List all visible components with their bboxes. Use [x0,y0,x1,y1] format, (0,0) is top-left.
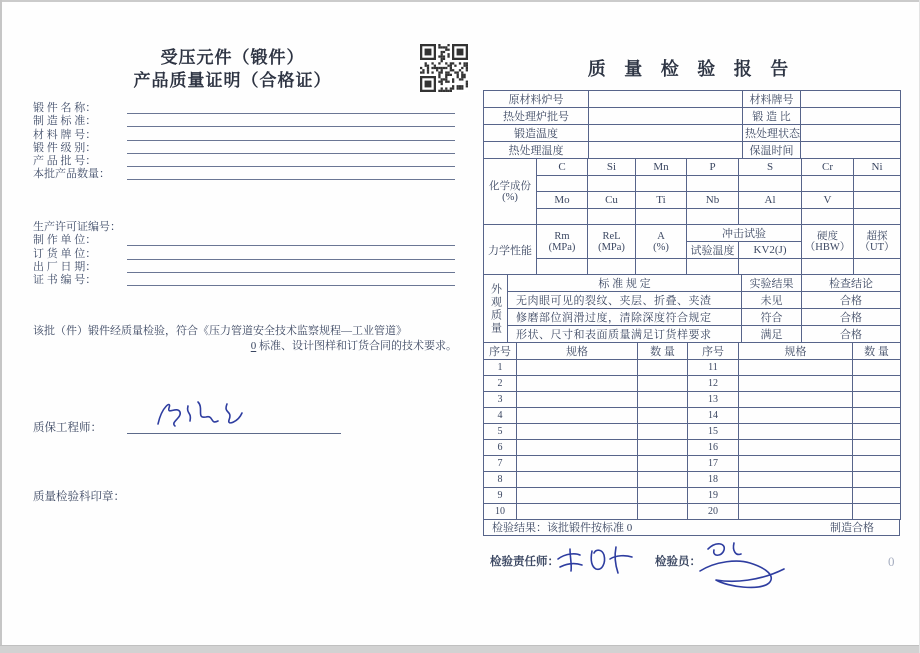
cell-value [589,142,743,159]
spec-value [739,504,853,520]
cell-label: 原材料炉号 [484,91,589,108]
spec-value [517,376,638,392]
qty-value [638,488,688,504]
conclusion-value: 合格 [802,326,901,343]
qa-engineer-label: 质保工程师： [33,422,102,434]
table-row [484,408,901,424]
seq-number: 18 [688,472,739,488]
chem-element: Ni [854,159,901,176]
col-result: 实验结果 [742,275,802,292]
scan-edge-artifact: 0 [888,554,895,569]
field-label: 出 厂 日 期： [33,260,97,273]
mech-col-ut: 超探 （UT） [854,225,901,259]
qty-value [638,424,688,440]
blank-space [121,221,455,233]
certificate-fields-group2 [33,221,455,287]
inspection-result-text: 检验结果：该批锻件按标准 0 [492,522,633,534]
table-row [484,108,901,125]
spec-value [517,472,638,488]
field-label: 证 书 编 号： [33,273,97,286]
cell-value [801,125,901,142]
seq-number: 15 [688,424,739,440]
qty-value [853,440,901,456]
col-spec: 规格 [517,343,638,360]
spec-value [739,472,853,488]
field-label: 材 料 牌 号： [33,128,97,141]
spec-value [517,440,638,456]
items-table [483,342,901,520]
chem-value [636,209,687,225]
seq-number: 2 [484,376,517,392]
chem-value [739,209,802,225]
qty-value [853,408,901,424]
mech-value [802,259,854,275]
inspection-report-table [483,90,900,536]
qty-value [853,392,901,408]
examiner-signature [686,533,804,595]
seq-number: 16 [688,440,739,456]
mech-col-rm: Rm (MPa) [537,225,588,259]
compliance-statement-line1: 该批（件）锻件经质量检验，符合《压力管道安全技术监察规程—工业管道》 [33,325,407,337]
chem-element: S [739,159,802,176]
chem-value [802,209,854,225]
scan-edge-top [0,0,920,2]
table-row [484,376,901,392]
blank-line [127,274,455,286]
inspection-seal-label: 质量检验科印章： [33,491,125,503]
chem-element: Mo [537,192,588,209]
examiner-label: 检验员： [655,556,701,568]
chem-values-row-1 [484,176,901,192]
scan-edge-bottom [0,645,920,653]
chem-element: Al [739,192,802,209]
qty-value [638,504,688,520]
compliance-statement-line2: 0 标准、设计图样和订货合同的技术要求。 [250,339,457,352]
table-row [484,125,901,142]
seq-number: 7 [484,456,517,472]
chem-element: Mn [636,159,687,176]
table-row [484,488,901,504]
spec-value [739,488,853,504]
table-row [484,504,901,520]
col-qty: 数 量 [853,343,901,360]
cell-value [589,108,743,125]
chem-section-label: 化学成份 (%) [484,159,537,225]
mech-values-row [484,259,901,275]
seq-number: 6 [484,440,517,456]
chem-element: V [802,192,854,209]
cell-value [801,91,901,108]
standard-text: 无肉眼可见的裂纹、夹层、折叠、夹渣 [508,292,742,309]
chem-element: Cr [802,159,854,176]
col-qty: 数 量 [638,343,688,360]
table-row [484,142,901,159]
spec-value [739,360,853,376]
table-row [484,392,901,408]
cell-label: 锻 造 比 [743,108,801,125]
field-batch-quantity [33,168,455,181]
mech-value [636,259,687,275]
col-standard: 标 准 规 定 [508,275,742,292]
field-label: 生产许可证编号： [33,221,121,234]
compliance-statement [33,324,457,353]
chem-element: Ti [636,192,687,209]
qty-value [638,456,688,472]
chem-value [854,209,901,225]
cell-label: 保温时间 [743,142,801,159]
appearance-table [483,274,901,343]
table-row [484,91,901,108]
certificate-fields-group1 [33,102,455,181]
chem-value [854,176,901,192]
spec-value [739,392,853,408]
spec-value [739,376,853,392]
table-row [484,440,901,456]
mech-col-a: A (%) [636,225,687,259]
seq-number: 19 [688,488,739,504]
seq-number: 9 [484,488,517,504]
chem-element: C [537,159,588,176]
blank-line [127,129,455,141]
mech-value [854,259,901,275]
items-header-row [484,343,901,360]
conclusion-value: 合格 [802,292,901,309]
certificate-title-line1: 受压元件（锻件） [160,48,305,67]
spec-value [517,360,638,376]
qty-value [853,456,901,472]
chem-value [588,176,636,192]
appearance-row [484,292,901,309]
col-seq: 序号 [484,343,517,360]
appearance-row [484,309,901,326]
standard-text: 修磨部位润滑过度，清除深度符合规定 [508,309,742,326]
qty-value [853,376,901,392]
table-row [484,456,901,472]
spec-value [739,440,853,456]
spec-value [517,504,638,520]
seq-number: 4 [484,408,517,424]
chem-element: Si [588,159,636,176]
chem-value [537,176,588,192]
appearance-header-row [484,275,901,292]
items-body [484,360,901,520]
blank-line [127,142,455,154]
field-label: 锻 件 名 称： [33,102,97,115]
seq-number: 13 [688,392,739,408]
qty-value [638,392,688,408]
chem-value [802,176,854,192]
qty-value [853,424,901,440]
chem-value [739,176,802,192]
spec-value [517,408,638,424]
col-seq: 序号 [688,343,739,360]
seq-number: 8 [484,472,517,488]
field-label: 本批产品数量： [33,168,110,181]
field-label: 制 作 单 位： [33,234,97,247]
mech-header-row-1 [484,225,901,242]
qr-code-icon [420,44,468,92]
spec-value [739,408,853,424]
field-label: 制 造 标 准： [33,115,97,128]
chem-header-row-2 [484,192,901,209]
chem-value [636,176,687,192]
cell-label: 材料牌号 [743,91,801,108]
mech-col-rel: ReL (MPa) [588,225,636,259]
cell-value [801,108,901,125]
cell-value [589,125,743,142]
blank-line [127,234,455,246]
qty-value [638,472,688,488]
report-title: 质 量 检 验 报 告 [587,59,796,79]
seq-number: 11 [688,360,739,376]
seq-number: 12 [688,376,739,392]
blank-line [127,261,455,273]
field-label: 产 品 批 号： [33,154,97,167]
cell-value [589,91,743,108]
table-row [484,472,901,488]
cell-label: 热处理温度 [484,142,589,159]
report-info-table [483,90,901,159]
cell-value [801,142,901,159]
blank-line [127,102,455,114]
certificate-title-line2: 产品质量证明（合格证） [133,71,332,90]
mech-value [739,259,802,275]
inspector-label: 检验责任师： [490,556,559,568]
chem-element [854,192,901,209]
mech-col-impact-temp: 试验温度 [687,242,739,259]
spec-value [739,456,853,472]
mech-col-impact: 冲击试验 [687,225,802,242]
field-certificate-number [33,274,455,287]
chem-value [537,209,588,225]
result-value: 满足 [742,326,802,343]
inspector-signature [552,543,644,581]
result-value: 符合 [742,309,802,326]
chem-element: P [687,159,739,176]
seq-number: 10 [484,504,517,520]
seq-number: 17 [688,456,739,472]
seq-number: 1 [484,360,517,376]
chem-element: Cu [588,192,636,209]
chem-header-row-1 [484,159,901,176]
blank-line [127,115,455,127]
field-label: 锻 件 级 别： [33,141,97,154]
blank-line [127,155,455,167]
seq-number: 3 [484,392,517,408]
cell-label: 热处理炉批号 [484,108,589,125]
spec-value [517,456,638,472]
conclusion-value: 合格 [802,309,901,326]
mech-col-impact-kv: KV2(J) [739,242,802,259]
mech-value [537,259,588,275]
standard-number: 0 [250,339,257,352]
mech-value [588,259,636,275]
col-spec: 规格 [739,343,853,360]
chem-value [687,209,739,225]
mech-section-label: 力学性能 [484,225,537,275]
qty-value [853,504,901,520]
mech-value [687,259,739,275]
spec-value [517,424,638,440]
qty-value [638,408,688,424]
chem-mech-table [483,158,901,275]
spec-value [517,392,638,408]
chem-values-row-2 [484,209,901,225]
certificate-title [60,46,405,92]
appearance-row [484,326,901,343]
standard-text: 形状、尺寸和表面质量满足订货样要求 [508,326,742,343]
qty-value [638,360,688,376]
seq-number: 14 [688,408,739,424]
qty-value [638,440,688,456]
seq-number: 5 [484,424,517,440]
col-conclusion: 检查结论 [802,275,901,292]
table-row [484,424,901,440]
spec-value [739,424,853,440]
mech-col-hardness: 硬度 （HBW） [802,225,854,259]
qty-value [853,360,901,376]
cell-label: 锻造温度 [484,125,589,142]
qty-value [638,376,688,392]
qa-engineer-signature [150,392,260,436]
chem-value [588,209,636,225]
seq-number: 20 [688,504,739,520]
qty-value [853,488,901,504]
table-row [484,360,901,376]
scan-edge-left [0,0,2,653]
appearance-section-label: 外观质量 [484,275,508,343]
chem-value [687,176,739,192]
spec-value [517,488,638,504]
cell-label: 热处理状态 [743,125,801,142]
blank-line [127,168,455,180]
chem-element: Nb [687,192,739,209]
result-value: 未见 [742,292,802,309]
qty-value [853,472,901,488]
manufacture-qualified-text: 制造合格 [830,522,874,534]
field-label: 订 货 单 位： [33,247,97,260]
blank-line [127,248,455,260]
